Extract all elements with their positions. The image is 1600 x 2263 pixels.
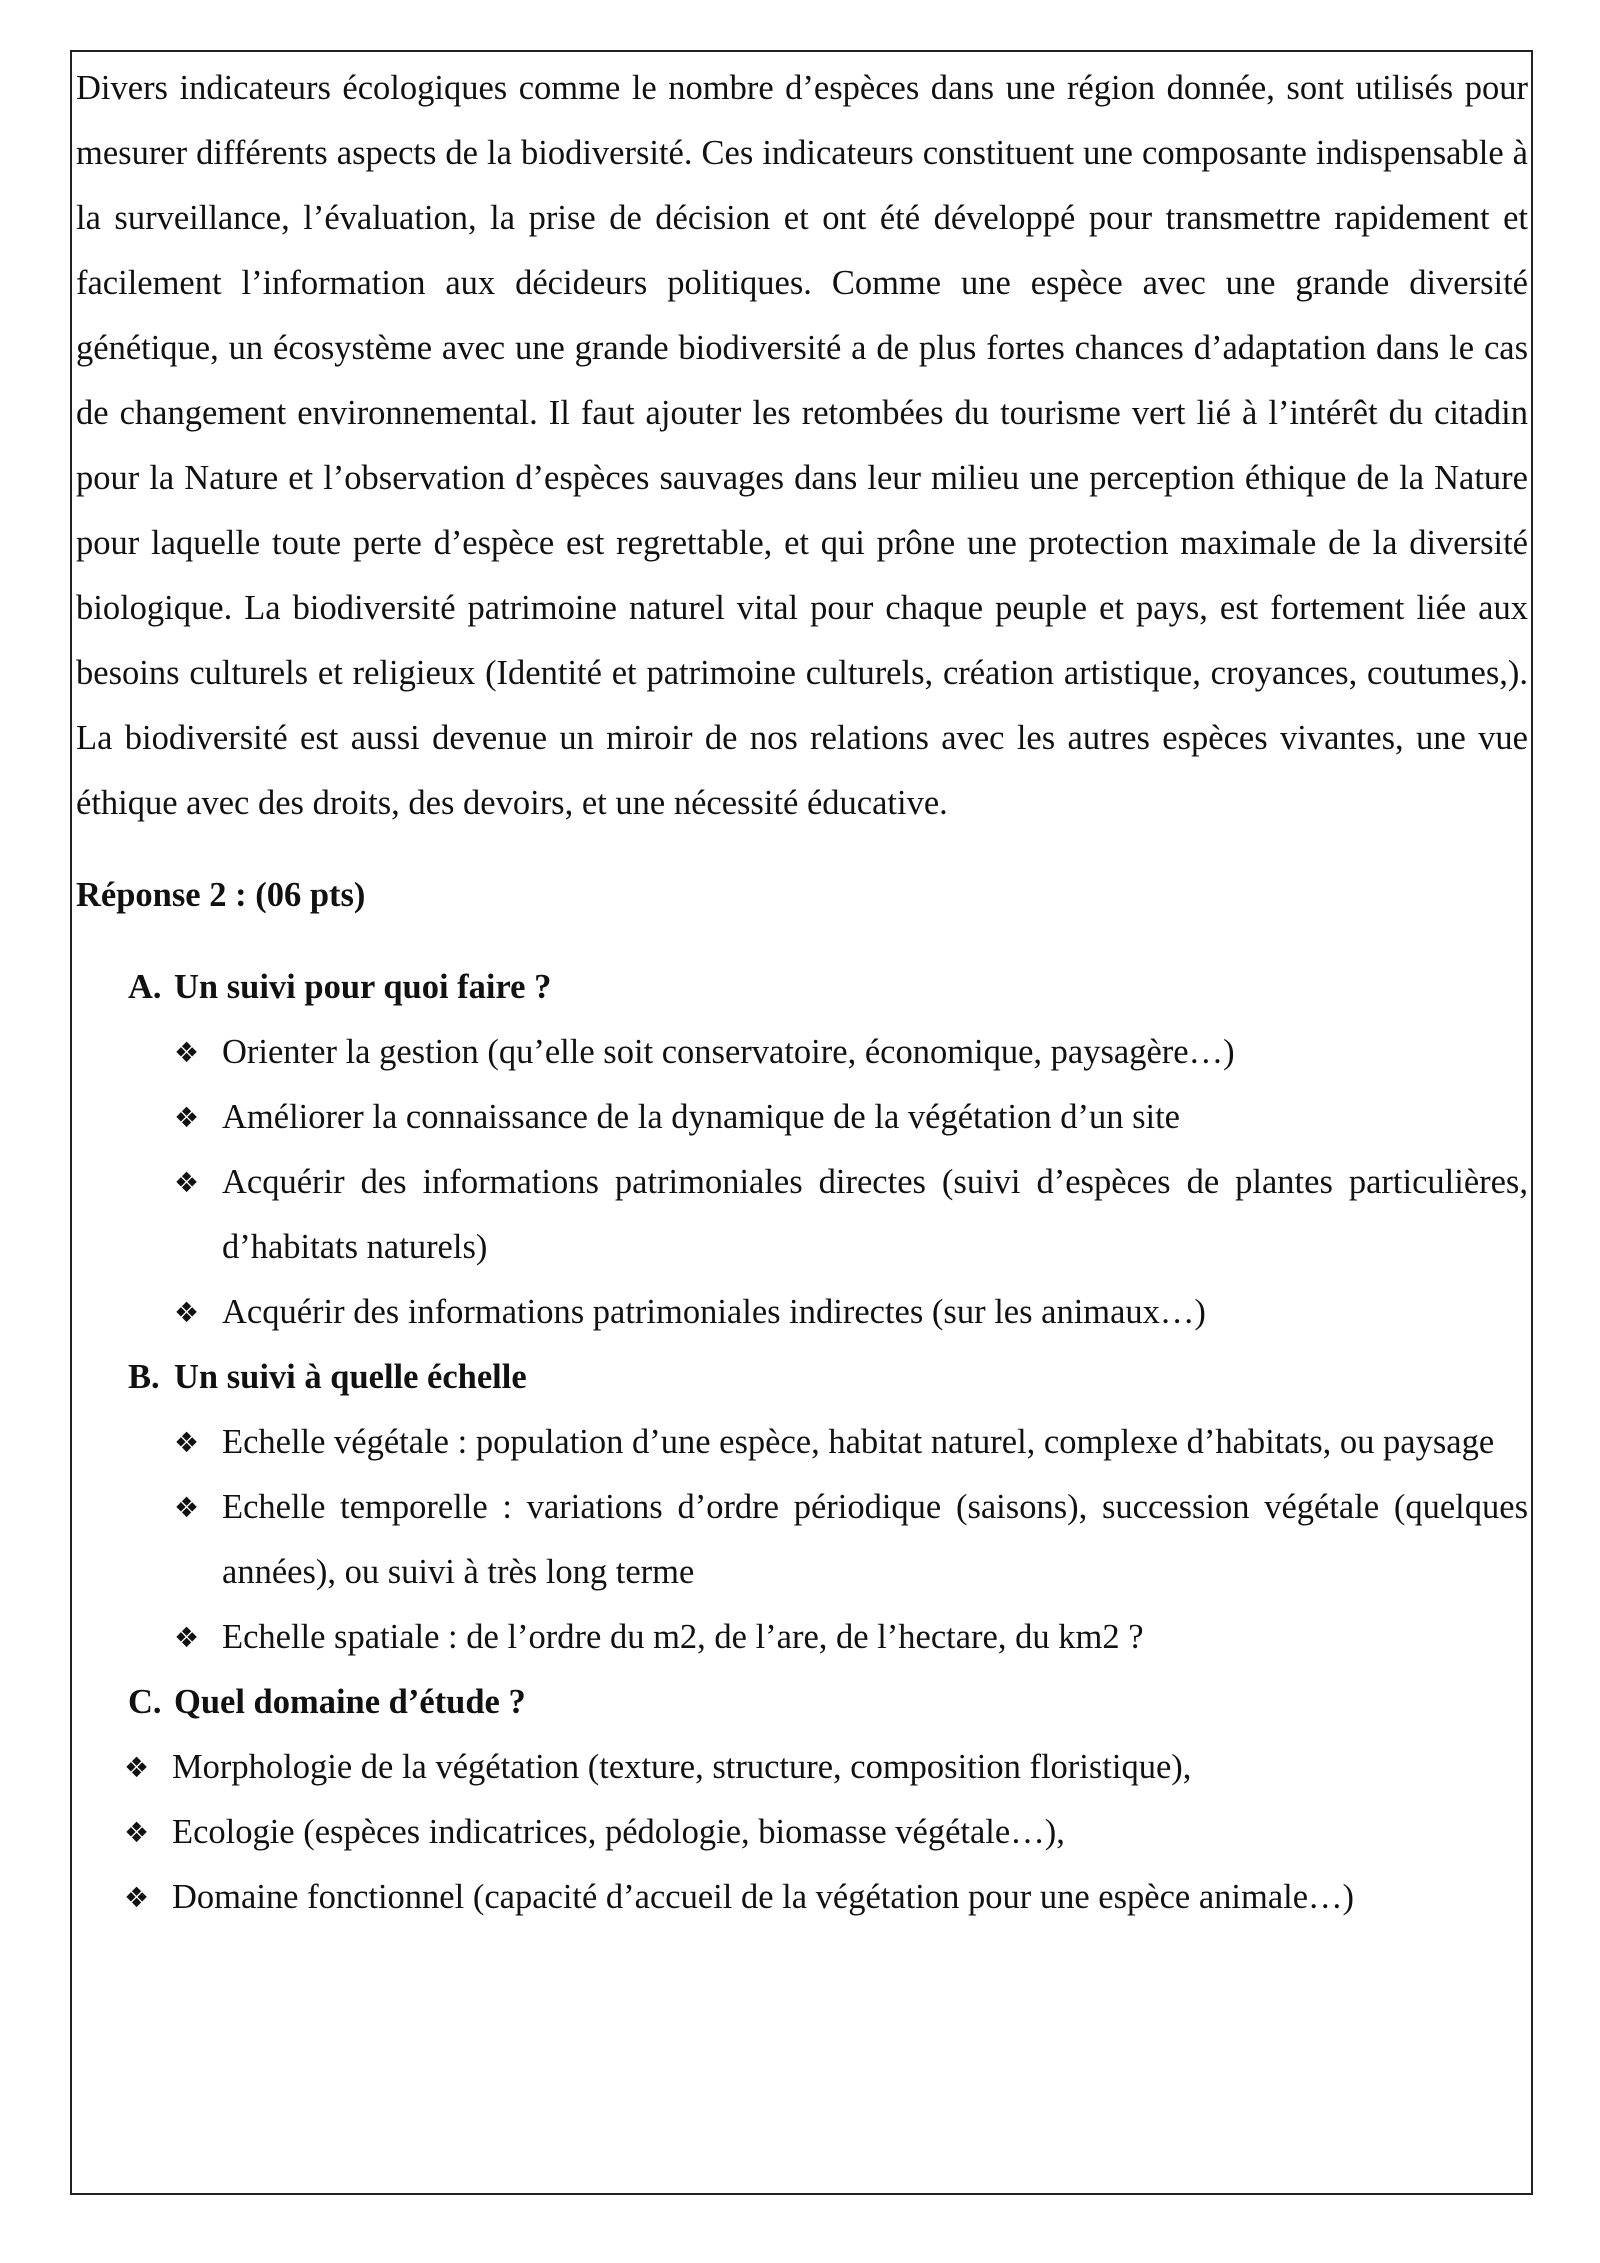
section-c-list	[76, 1735, 1528, 1930]
response-title: Réponse 2 : (06 pts)	[76, 876, 366, 914]
list-item: ❖ Echelle temporelle : variations d’ordre périodique (saisons), succession végétale (quelques années), ou suivi à très long terme	[76, 1475, 1528, 1605]
section-b-title: Un suivi à quelle échelle	[174, 1358, 527, 1396]
section-a-list	[76, 1020, 1528, 1345]
diamond-bullet-icon: ❖	[124, 1816, 150, 1849]
list-item: ❖ Acquérir des informations patrimoniales directes (suivi d’espèces de plantes particulières, d’habitats naturels)	[76, 1150, 1528, 1280]
diamond-bullet-icon: ❖	[174, 1296, 200, 1329]
section-c-heading	[76, 1670, 1528, 1735]
list-item: ❖ Orienter la gestion (qu’elle soit conservatoire, économique, paysagère…)	[76, 1020, 1528, 1085]
diamond-bullet-icon: ❖	[174, 1101, 200, 1134]
diamond-bullet-icon: ❖	[174, 1491, 200, 1524]
list-item: ❖ Domaine fonctionnel (capacité d’accueil de la végétation pour une espèce animale…)	[76, 1865, 1528, 1930]
diamond-bullet-icon: ❖	[124, 1881, 150, 1914]
list-item: ❖ Améliorer la connaissance de la dynamique de la végétation d’un site	[76, 1085, 1528, 1150]
section-b-label: B.	[128, 1358, 160, 1396]
section-c-label: C.	[128, 1683, 162, 1721]
list-item: ❖ Morphologie de la végétation (texture, structure, composition floristique),	[76, 1735, 1528, 1800]
list-item: ❖ Echelle spatiale : de l’ordre du m2, de l’are, de l’hectare, du km2 ?	[76, 1605, 1528, 1670]
document-body	[76, 56, 1528, 1930]
diamond-bullet-icon: ❖	[174, 1166, 200, 1199]
diamond-bullet-icon: ❖	[124, 1751, 150, 1784]
list-item: ❖ Echelle végétale : population d’une espèce, habitat naturel, complexe d’habitats, ou paysage	[76, 1410, 1528, 1475]
section-b-list	[76, 1410, 1528, 1670]
section-a-label: A.	[128, 968, 162, 1006]
diamond-bullet-icon: ❖	[174, 1036, 200, 1069]
section-a-heading	[76, 955, 1528, 1020]
intro-paragraph: Divers indicateurs écologiques comme le nombre d’espèces dans une région donnée, sont utilisés pour mesurer différents aspects de la biodiversité. Ces indicateurs constituent une composante indispensable à la surveillance, l’évaluation, la prise de décision et ont été développé pour transmettre rapidement et facilement l’information aux décideurs politiques. Comme une espèce avec une grande diversité génétique, un écosystème avec une grande biodiversité a de plus fortes chances d’adaptation dans le cas de changement environnemental. Il faut ajouter les retombées du tourisme vert lié à l’intérêt du citadin pour la Nature et l’observation d’espèces sauvages dans leur milieu une perception éthique de la Nature pour laquelle toute perte d’espèce est regrettable, et qui prône une protection maximale de la diversité biologique. La biodiversité patrimoine naturel vital pour chaque peuple et pays, est fortement liée aux besoins culturels et religieux (Identité et patrimoine culturels, création artistique, croyances, coutumes,). La biodiversité est aussi devenue un miroir de nos relations avec les autres espèces vivantes, une vue éthique avec des droits, des devoirs, et une nécessité éducative.	[76, 69, 1528, 822]
section-b-heading	[76, 1345, 1528, 1410]
section-a-title: Un suivi pour quoi faire ?	[174, 968, 552, 1006]
section-c-title: Quel domaine d’étude ?	[174, 1683, 526, 1721]
list-item: ❖ Acquérir des informations patrimoniales indirectes (sur les animaux…)	[76, 1280, 1528, 1345]
diamond-bullet-icon: ❖	[174, 1621, 200, 1654]
diamond-bullet-icon: ❖	[174, 1426, 200, 1459]
list-item: ❖ Ecologie (espèces indicatrices, pédologie, biomasse végétale…),	[76, 1800, 1528, 1865]
